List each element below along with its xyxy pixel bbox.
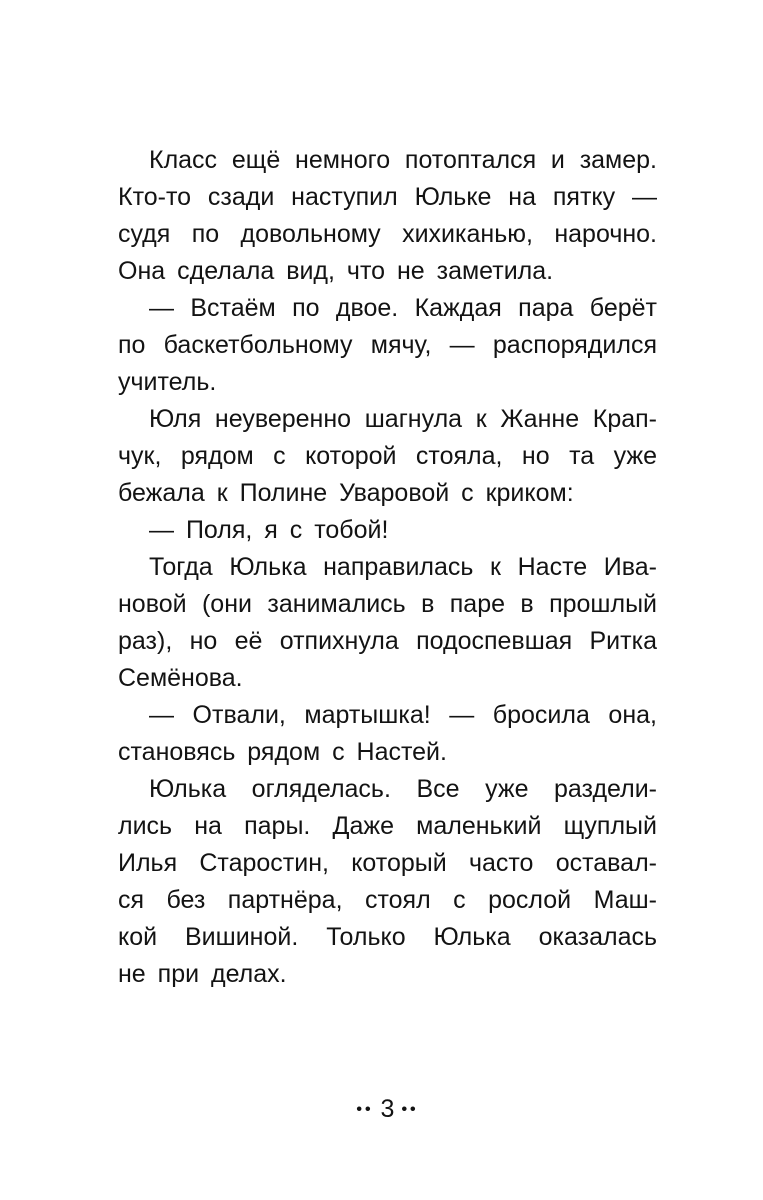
text-line: судя по довольному хихиканью, нарочно. xyxy=(118,220,657,248)
text-line: — Поля, я с тобой! xyxy=(149,516,389,544)
paragraph xyxy=(118,512,657,549)
text-line: Она сделала вид, что не заметила. xyxy=(118,257,554,285)
text-line: Юлька огляделась. Все уже раздели- xyxy=(149,775,657,803)
text-line: кой Вишиной. Только Юлька оказалась xyxy=(118,923,657,951)
text-line: ся без партнёра, стоял с рослой Маш- xyxy=(118,886,657,914)
text-line: Класс ещё немного потоптался и замер. xyxy=(149,146,657,174)
text-line: Тогда Юлька направилась к Насте Ива- xyxy=(149,553,657,581)
text-line: раз), но её отпихнула подоспевшая Ритка xyxy=(118,627,657,655)
text-line: учитель. xyxy=(118,368,217,396)
text-line: становясь рядом с Настей. xyxy=(118,738,447,766)
paragraph xyxy=(118,401,657,512)
text-block xyxy=(118,142,657,993)
text-line: чук, рядом с которой стояла, но та уже xyxy=(118,442,657,470)
paragraph xyxy=(118,142,657,290)
text-line: лись на пары. Даже маленький щуплый xyxy=(118,812,657,840)
text-line: Юля неуверенно шагнула к Жанне Крап- xyxy=(149,405,657,433)
text-line: не при делах. xyxy=(118,960,287,988)
footer-decoration-right: •• xyxy=(401,1101,419,1118)
text-line: по баскетбольному мячу, — распорядился xyxy=(118,331,657,359)
text-line: новой (они занимались в паре в прошлый xyxy=(118,590,657,618)
text-line: бежала к Полине Уваровой с криком: xyxy=(118,479,574,507)
paragraph xyxy=(118,697,657,771)
page-number: 3 xyxy=(380,1095,395,1123)
paragraph xyxy=(118,290,657,401)
paragraph xyxy=(118,549,657,697)
text-line: Семёнова. xyxy=(118,664,243,692)
text-line: — Отвали, мартышка! — бросила она, xyxy=(149,701,657,729)
text-line: Кто-то сзади наступил Юльке на пятку — xyxy=(118,183,657,211)
paragraph xyxy=(118,771,657,993)
text-line: — Встаём по двое. Каждая пара берёт xyxy=(149,294,657,322)
footer-decoration-left: •• xyxy=(356,1101,374,1118)
page-footer xyxy=(118,1094,657,1125)
text-line: Илья Старостин, который часто оставал- xyxy=(118,849,657,877)
